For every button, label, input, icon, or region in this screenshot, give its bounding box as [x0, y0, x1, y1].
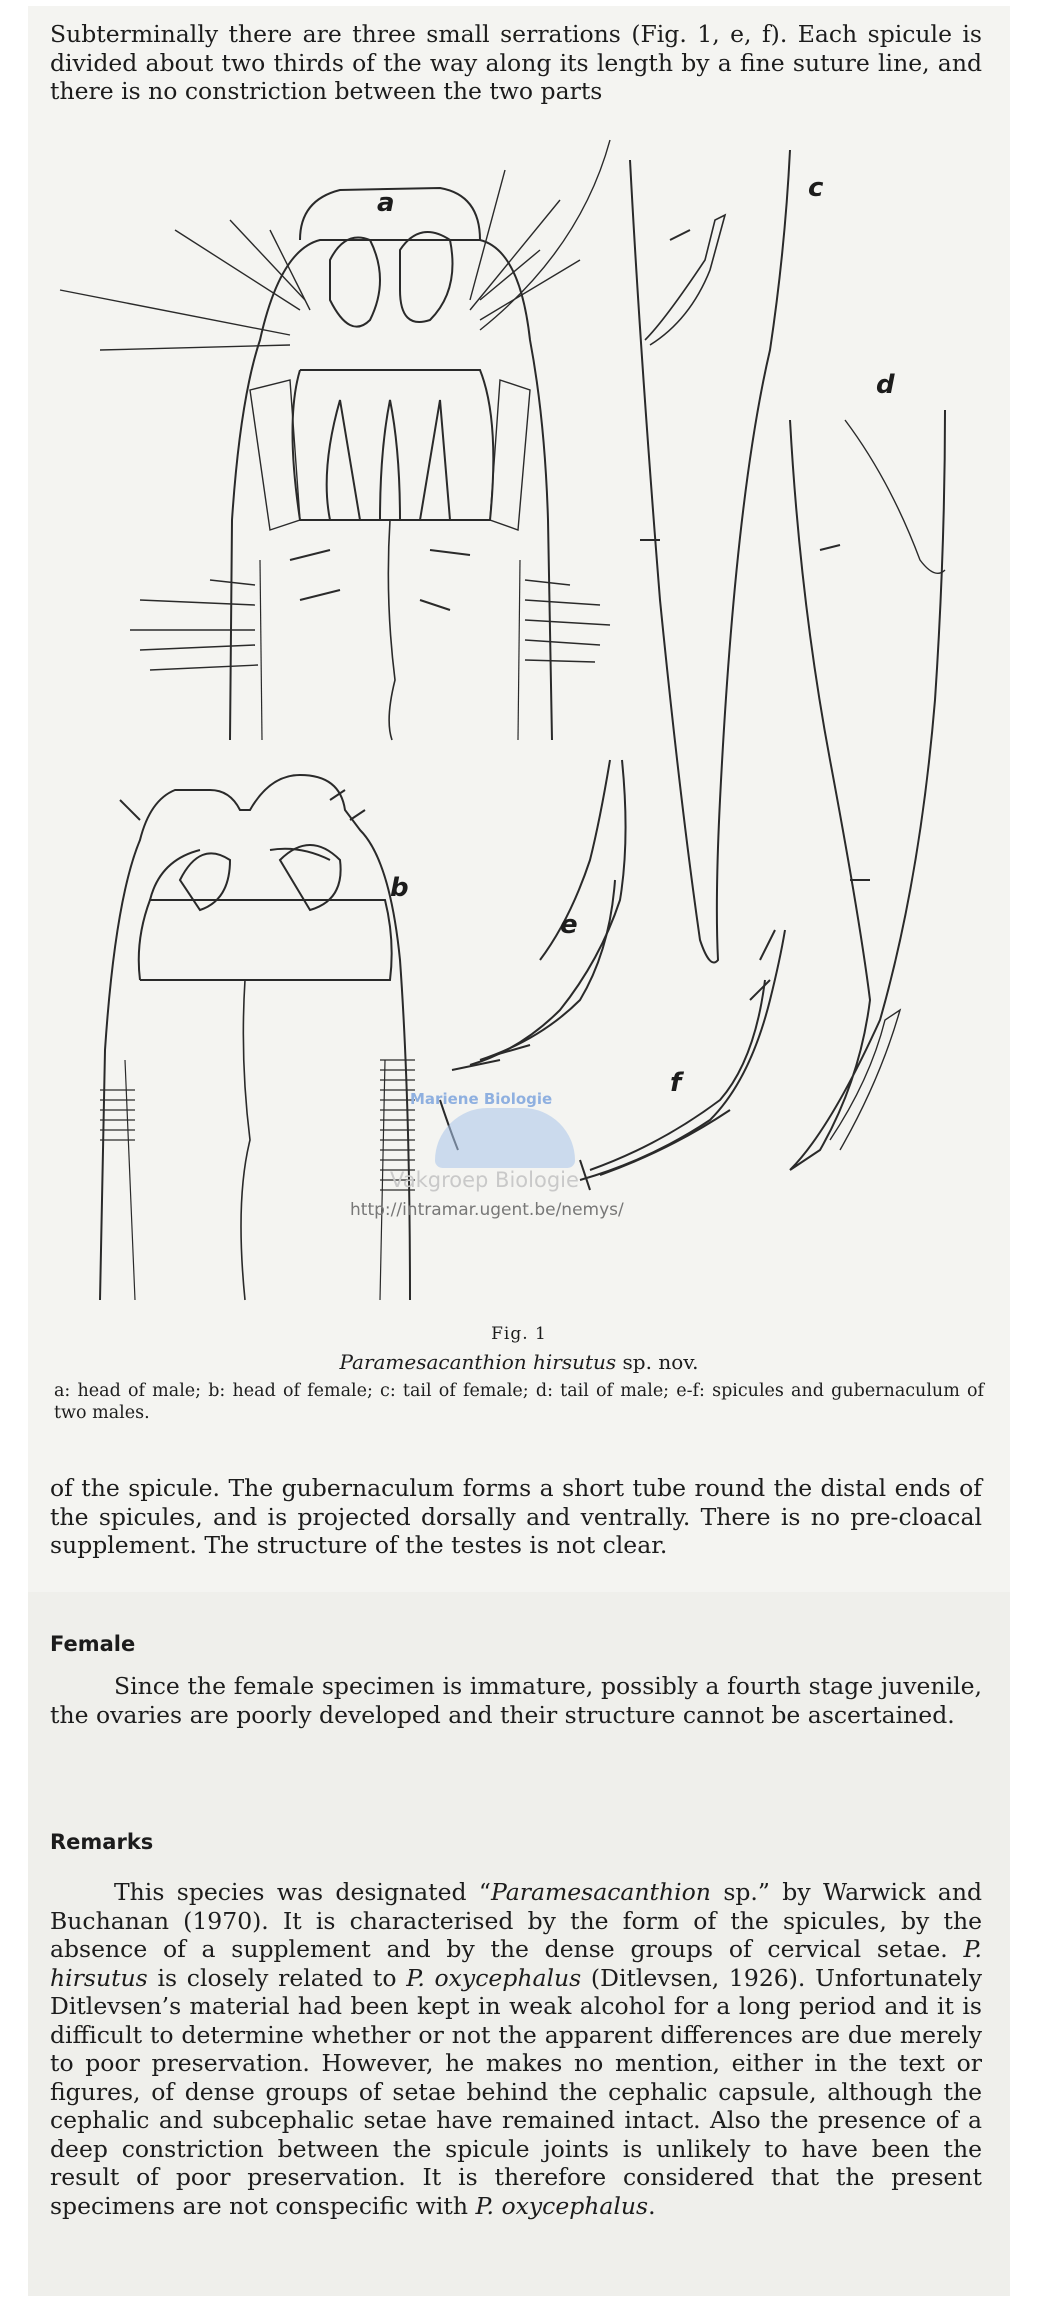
figure-species: [0, 1350, 1038, 1374]
remarks-genus: Paramesacanthion: [490, 1878, 711, 1906]
panel-label-c: c: [808, 173, 824, 203]
watermark: [350, 1090, 680, 1230]
figure-title: Fig. 1: [491, 1324, 547, 1344]
watermark-url: http://intramar.ugent.be/nemys/: [350, 1200, 624, 1220]
panel-label-d: d: [876, 370, 895, 400]
remarks-text-2: sp.” by Warwick and Buchanan (1970). It is characterised by the form of the spicules, by the absence of a supplement and by the dense groups of cervical setae.: [50, 1878, 982, 1963]
panel-label-e: e: [560, 910, 578, 940]
panel-label-f: f: [670, 1068, 682, 1098]
remarks-text-3: is closely related to: [147, 1963, 407, 1992]
remarks-paragraph: [50, 1878, 982, 2220]
panel-label-b: b: [390, 873, 409, 903]
watermark-line1: Mariene Biologie: [410, 1090, 553, 1108]
panel-e-spicule: [452, 760, 626, 1070]
panel-a-head-of-male: [60, 140, 610, 740]
panel-d-tail-of-male: [790, 410, 945, 1170]
top-paragraph: Subterminally there are three small serrations (Fig. 1, e, f). Each spicule is divided about two thirds of the way along its length by a fine suture line, and there is no constriction between the two parts: [50, 20, 982, 105]
remarks-text-4: (Ditlevsen, 1926). Unfortunately Ditlevsen’s material had been kept in weak alcohol for a long period and it is difficult to determine whether or not the apparent differences are due merely to poor preservation. However, he makes no mention, either in the text or figures, of dense groups of setae behind the cephalic capsule, although the cephalic and subcephalic setae have remained intact. Also the presence of a deep constriction between the spicule joints is unlikely to have been the result of poor preservation. It is therefore considered that the present specimens are not conspecific with: [50, 1963, 982, 2220]
figure-caption: a: head of male; b: head of female; c: tail of female; d: tail of male; e-f: spicules and gubernaculum of two males.: [54, 1381, 984, 1423]
remarks-species-hirsutus: P. hirsutus: [50, 1935, 982, 1992]
continuation-paragraph: of the spicule. The gubernaculum forms a short tube round the distal ends of the spicules, and is projected dorsally and ventrally. There is no pre-cloacal supplement. The structure of the testes is not clear.: [50, 1474, 982, 1559]
figure-species-suffix: sp. nov.: [616, 1350, 699, 1374]
remarks-text-5: .: [648, 2191, 656, 2220]
remarks-species-oxycephalus: P. oxycephalus: [406, 1963, 582, 1992]
watermark-logo-icon: [435, 1108, 575, 1168]
remarks-species-oxycephalus-final: P. oxycephalus: [475, 2191, 649, 2220]
female-paragraph: Since the female specimen is immature, possibly a fourth stage juvenile, the ovaries are poorly developed and their structure cannot be ascertained.: [50, 1672, 982, 1729]
figure-species-name: Paramesacanthion hirsutus: [339, 1350, 617, 1374]
remarks-text-1: This species was designated “: [114, 1878, 491, 1906]
watermark-line2: Vakgroep Biologie: [390, 1168, 579, 1192]
female-heading: Female: [50, 1632, 136, 1656]
panel-label-a: a: [377, 188, 395, 218]
panel-c-tail-of-female: [630, 150, 790, 963]
remarks-heading: Remarks: [50, 1830, 154, 1854]
